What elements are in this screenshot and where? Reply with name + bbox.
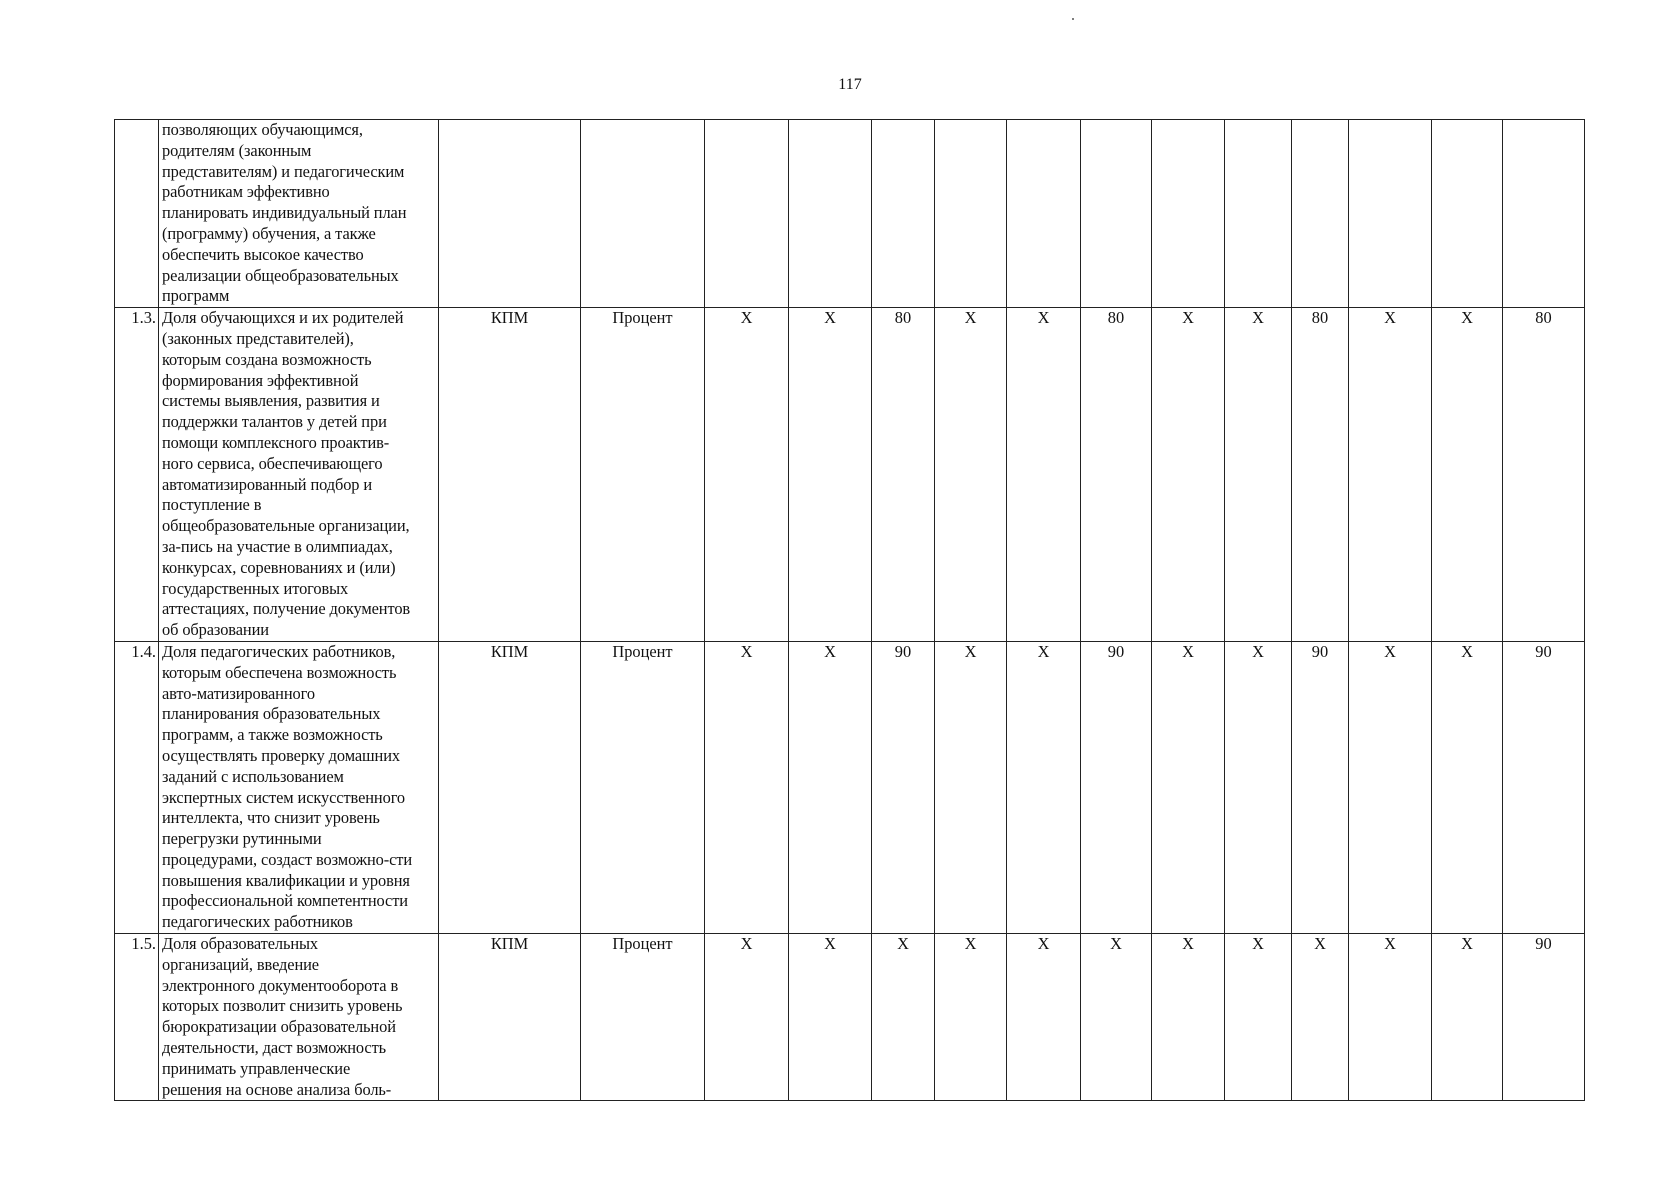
table-row (115, 120, 1585, 308)
value-cell: X (705, 308, 789, 642)
value-cell: X (1152, 934, 1225, 1101)
value-cell (872, 120, 935, 308)
table-row (115, 308, 1585, 642)
value-cell (705, 120, 789, 308)
indicators-table (114, 119, 1585, 1101)
value-cell: X (789, 934, 872, 1101)
row-number: 1.5. (115, 934, 159, 1101)
value-cell: 90 (1081, 641, 1152, 933)
value-cell (935, 120, 1007, 308)
value-cell: X (789, 308, 872, 642)
value-cell: 80 (1081, 308, 1152, 642)
table-row (115, 934, 1585, 1101)
value-cell: 80 (1292, 308, 1349, 642)
value-cell: X (1349, 934, 1432, 1101)
value-cell: X (1007, 308, 1081, 642)
indicator-description: Доля образовательных организаций, введение электронного документооборота в которых позволит снизить уровень бюрократизации образовательной деятельности, даст возможность принимать управленческие решения на основе анализа боль- (159, 934, 439, 1101)
value-cell: 90 (1503, 934, 1585, 1101)
row-number (115, 120, 159, 308)
value-cell (1152, 120, 1225, 308)
row-number: 1.3. (115, 308, 159, 642)
value-cell: 90 (872, 641, 935, 933)
value-cell: 80 (1503, 308, 1585, 642)
value-cell: X (1007, 934, 1081, 1101)
value-cell: X (935, 934, 1007, 1101)
value-cell: 80 (872, 308, 935, 642)
value-cell: 90 (1503, 641, 1585, 933)
value-cell: X (935, 308, 1007, 642)
indicator-type: КПМ (439, 934, 581, 1101)
indicator-description: позволяющих обучающимся, родителям (законным представителям) и педагогическим работникам эффективно планировать индивидуальный план (программу) обучения, а также обеспечить высокое качество реализации общеобразовательных программ (159, 120, 439, 308)
value-cell (1225, 120, 1292, 308)
value-cell: X (1292, 934, 1349, 1101)
value-cell: X (1225, 641, 1292, 933)
value-cell (789, 120, 872, 308)
value-cell: X (1225, 934, 1292, 1101)
value-cell: X (935, 641, 1007, 933)
value-cell: X (705, 934, 789, 1101)
value-cell (1503, 120, 1585, 308)
table-row (115, 641, 1585, 933)
unit-of-measure: Процент (581, 934, 705, 1101)
unit-of-measure: Процент (581, 641, 705, 933)
value-cell: 90 (1292, 641, 1349, 933)
indicator-description: Доля педагогических работников, которым обеспечена возможность авто-матизированного планирования образовательных программ, а также возможность осуществлять проверку домашних заданий с использованием экспертных систем искусственного интеллекта, что снизит уровень перегрузки рутинными процедурами, создаст возможно-сти повышения квалификации и уровня профессиональной компетентности педагогических работников (159, 641, 439, 933)
value-cell: X (1349, 641, 1432, 933)
value-cell: X (1349, 308, 1432, 642)
value-cell: X (1432, 308, 1503, 642)
value-cell (1081, 120, 1152, 308)
page-number: 117 (838, 76, 862, 93)
value-cell: X (1152, 308, 1225, 642)
value-cell: X (1152, 641, 1225, 933)
value-cell: X (789, 641, 872, 933)
value-cell (1349, 120, 1432, 308)
indicator-type (439, 120, 581, 308)
value-cell: X (705, 641, 789, 933)
indicator-description: Доля обучающихся и их родителей (законных представителей), которым создана возможность формирования эффективной системы выявления, развития и поддержки талантов у детей при помощи комплексного проактив- ного сервиса, обеспечивающего автоматизированный подбор и поступление в общеобразовательные организации, за-пись на участие в олимпиадах, конкурсах, соревнованиях и (или) государственных итоговых аттестациях, получение документов об образовании (159, 308, 439, 642)
unit-of-measure: Процент (581, 308, 705, 642)
row-number: 1.4. (115, 641, 159, 933)
indicator-type: КПМ (439, 641, 581, 933)
value-cell (1292, 120, 1349, 308)
value-cell: X (1007, 641, 1081, 933)
indicator-type: КПМ (439, 308, 581, 642)
value-cell: X (872, 934, 935, 1101)
value-cell: X (1432, 641, 1503, 933)
value-cell: X (1225, 308, 1292, 642)
scan-speck (1072, 18, 1074, 20)
value-cell: X (1081, 934, 1152, 1101)
value-cell: X (1432, 934, 1503, 1101)
unit-of-measure (581, 120, 705, 308)
value-cell (1432, 120, 1503, 308)
value-cell (1007, 120, 1081, 308)
